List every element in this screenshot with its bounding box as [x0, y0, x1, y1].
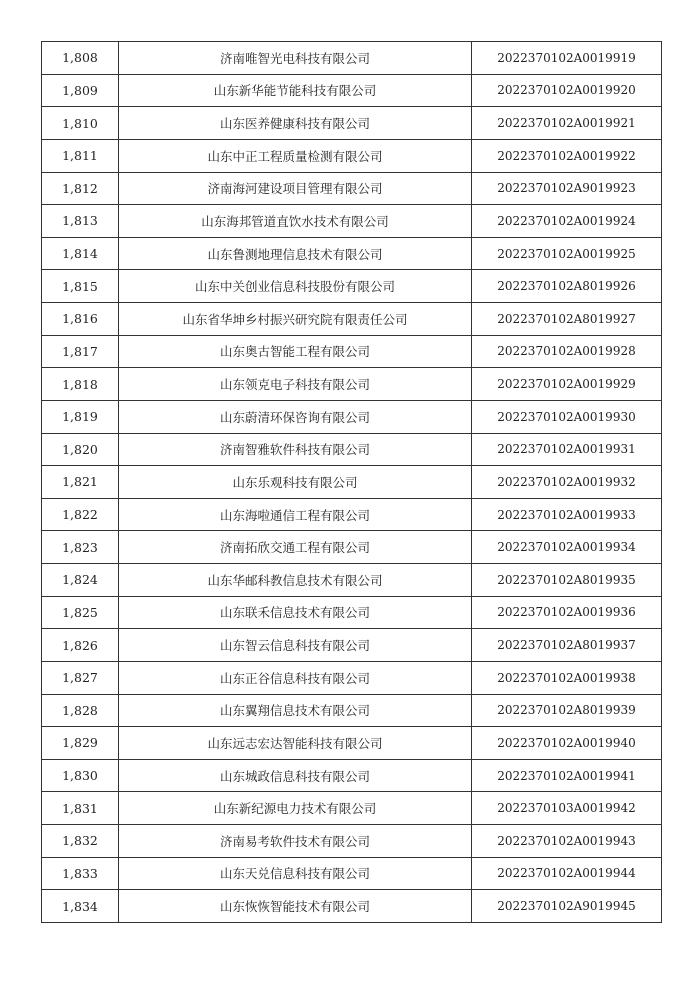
row-number-cell: 1,815 [42, 270, 119, 303]
row-number-cell: 1,822 [42, 498, 119, 531]
company-name-cell: 山东城政信息科技有限公司 [119, 759, 472, 792]
table-row [42, 270, 662, 303]
company-name-cell: 山东乐观科技有限公司 [119, 466, 472, 499]
row-number-cell: 1,830 [42, 759, 119, 792]
company-name-cell: 山东医养健康科技有限公司 [119, 107, 472, 140]
registration-code-cell: 2022370102A0019944 [472, 857, 662, 890]
row-number-cell: 1,818 [42, 368, 119, 401]
registration-code-cell: 2022370102A0019922 [472, 139, 662, 172]
company-name-cell: 山东海啦通信工程有限公司 [119, 498, 472, 531]
company-name-cell: 山东省华坤乡村振兴研究院有限责任公司 [119, 303, 472, 336]
registration-code-cell: 2022370102A0019936 [472, 596, 662, 629]
registration-code-cell: 2022370102A0019934 [472, 531, 662, 564]
table-row [42, 42, 662, 75]
table-row [42, 74, 662, 107]
table-row [42, 139, 662, 172]
table-row [42, 531, 662, 564]
company-name-cell: 山东中正工程质量检测有限公司 [119, 139, 472, 172]
registration-code-cell: 2022370102A0019931 [472, 433, 662, 466]
company-name-cell: 山东远志宏达智能科技有限公司 [119, 727, 472, 760]
company-name-cell: 山东天兑信息科技有限公司 [119, 857, 472, 890]
table-row [42, 303, 662, 336]
company-name-cell: 山东新华能节能科技有限公司 [119, 74, 472, 107]
row-number-cell: 1,831 [42, 792, 119, 825]
registration-code-cell: 2022370102A0019941 [472, 759, 662, 792]
registration-code-cell: 2022370102A9019945 [472, 890, 662, 923]
row-number-cell: 1,832 [42, 825, 119, 858]
row-number-cell: 1,810 [42, 107, 119, 140]
table-row [42, 694, 662, 727]
row-number-cell: 1,834 [42, 890, 119, 923]
table-row [42, 433, 662, 466]
row-number-cell: 1,811 [42, 139, 119, 172]
row-number-cell: 1,829 [42, 727, 119, 760]
table-row [42, 825, 662, 858]
registration-code-cell: 2022370102A8019935 [472, 564, 662, 597]
company-name-cell: 山东智云信息科技有限公司 [119, 629, 472, 662]
table-row [42, 629, 662, 662]
registration-code-cell: 2022370102A0019940 [472, 727, 662, 760]
registration-code-cell: 2022370102A0019938 [472, 661, 662, 694]
row-number-cell: 1,824 [42, 564, 119, 597]
table-row [42, 205, 662, 238]
registration-code-cell: 2022370102A8019937 [472, 629, 662, 662]
row-number-cell: 1,819 [42, 400, 119, 433]
row-number-cell: 1,809 [42, 74, 119, 107]
company-name-cell: 山东蔚清环保咨询有限公司 [119, 400, 472, 433]
row-number-cell: 1,816 [42, 303, 119, 336]
row-number-cell: 1,827 [42, 661, 119, 694]
registration-code-cell: 2022370102A0019924 [472, 205, 662, 238]
registration-code-cell: 2022370102A0019920 [472, 74, 662, 107]
table-row [42, 661, 662, 694]
company-name-cell: 山东恢恢智能技术有限公司 [119, 890, 472, 923]
company-name-cell: 山东奥古智能工程有限公司 [119, 335, 472, 368]
row-number-cell: 1,821 [42, 466, 119, 499]
registration-code-cell: 2022370102A0019933 [472, 498, 662, 531]
row-number-cell: 1,808 [42, 42, 119, 75]
table-row [42, 466, 662, 499]
registration-code-cell: 2022370102A0019928 [472, 335, 662, 368]
registration-code-cell: 2022370102A9019923 [472, 172, 662, 205]
company-name-cell: 济南拓欣交通工程有限公司 [119, 531, 472, 564]
table-row [42, 498, 662, 531]
row-number-cell: 1,820 [42, 433, 119, 466]
registration-code-cell: 2022370102A0019943 [472, 825, 662, 858]
row-number-cell: 1,826 [42, 629, 119, 662]
registration-code-cell: 2022370102A0019930 [472, 400, 662, 433]
registration-code-cell: 2022370102A8019926 [472, 270, 662, 303]
table-row [42, 335, 662, 368]
table-body [42, 42, 662, 923]
registration-code-cell: 2022370102A0019925 [472, 237, 662, 270]
company-name-cell: 山东新纪源电力技术有限公司 [119, 792, 472, 825]
table-row [42, 564, 662, 597]
company-name-cell: 山东海邦管道直饮水技术有限公司 [119, 205, 472, 238]
table-row [42, 890, 662, 923]
company-name-cell: 济南海河建设项目管理有限公司 [119, 172, 472, 205]
company-registry-table [41, 41, 662, 923]
company-name-cell: 山东华邮科教信息技术有限公司 [119, 564, 472, 597]
row-number-cell: 1,813 [42, 205, 119, 238]
row-number-cell: 1,833 [42, 857, 119, 890]
registration-code-cell: 2022370103A0019942 [472, 792, 662, 825]
registration-code-cell: 2022370102A0019932 [472, 466, 662, 499]
company-name-cell: 山东联禾信息技术有限公司 [119, 596, 472, 629]
table-row [42, 857, 662, 890]
registration-code-cell: 2022370102A8019927 [472, 303, 662, 336]
company-name-cell: 山东中关创业信息科技股份有限公司 [119, 270, 472, 303]
row-number-cell: 1,817 [42, 335, 119, 368]
table-row [42, 172, 662, 205]
company-name-cell: 济南易考软件技术有限公司 [119, 825, 472, 858]
company-name-cell: 山东翼翔信息技术有限公司 [119, 694, 472, 727]
company-name-cell: 山东领克电子科技有限公司 [119, 368, 472, 401]
row-number-cell: 1,823 [42, 531, 119, 564]
row-number-cell: 1,828 [42, 694, 119, 727]
company-name-cell: 济南智雅软件科技有限公司 [119, 433, 472, 466]
registration-code-cell: 2022370102A8019939 [472, 694, 662, 727]
registration-code-cell: 2022370102A0019929 [472, 368, 662, 401]
company-name-cell: 济南唯智光电科技有限公司 [119, 42, 472, 75]
table-row [42, 759, 662, 792]
row-number-cell: 1,825 [42, 596, 119, 629]
table-row [42, 368, 662, 401]
table-row [42, 400, 662, 433]
company-name-cell: 山东鲁测地理信息技术有限公司 [119, 237, 472, 270]
registration-code-cell: 2022370102A0019921 [472, 107, 662, 140]
registration-code-cell: 2022370102A0019919 [472, 42, 662, 75]
table-row [42, 596, 662, 629]
table-row [42, 727, 662, 760]
company-name-cell: 山东正谷信息科技有限公司 [119, 661, 472, 694]
row-number-cell: 1,814 [42, 237, 119, 270]
row-number-cell: 1,812 [42, 172, 119, 205]
table-row [42, 107, 662, 140]
table-row [42, 792, 662, 825]
table-row [42, 237, 662, 270]
